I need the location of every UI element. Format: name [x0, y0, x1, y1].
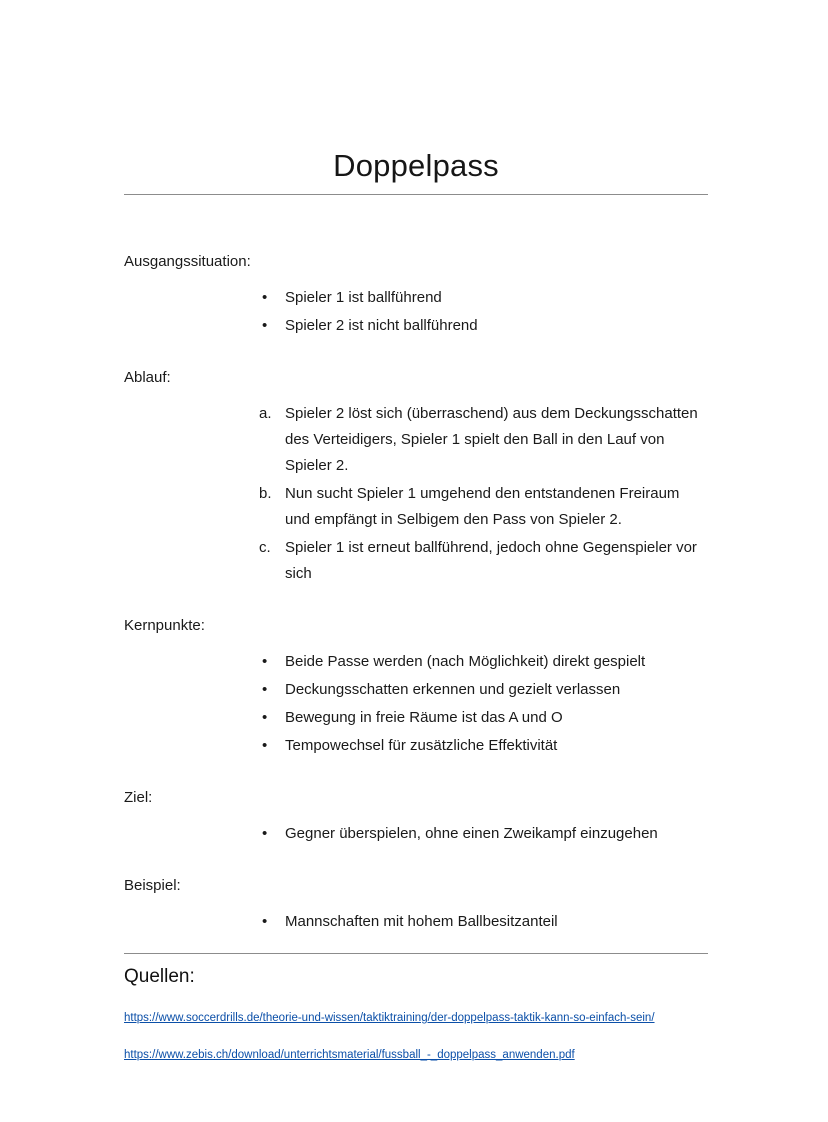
list-item: • Bewegung in freie Räume ist das A und O: [285, 705, 708, 731]
section-label: Ablauf:: [124, 369, 171, 386]
section-label: Kernpunkte:: [124, 617, 205, 634]
list-item: • Deckungsschatten erkennen und gezielt verlassen: [285, 677, 708, 703]
list-item: Nun sucht Spieler 1 umgehend den entstandenen Freiraum und empfängt in Selbigem den Pass von Spieler 2.: [285, 485, 680, 528]
list-item: • Beide Passe werden (nach Möglichkeit) direkt gespielt: [285, 649, 708, 675]
list-item: • Mannschaften mit hohem Ballbesitzanteil: [285, 909, 708, 935]
section-ausgangssituation: [124, 249, 708, 339]
source-row: [124, 1008, 708, 1026]
section-ablauf: [124, 365, 708, 587]
list-item: • Tempowechsel für zusätzliche Effektivität: [285, 733, 708, 759]
section-label: Ziel:: [124, 789, 153, 806]
document-body: [124, 249, 708, 935]
section-ziel: [124, 785, 708, 847]
alpha-list: [124, 401, 708, 587]
bullet-list: [124, 821, 708, 847]
title-divider: [124, 194, 708, 195]
sources-divider: [124, 953, 708, 954]
list-item: Spieler 1 ist erneut ballführend, jedoch ohne Gegenspieler vor sich: [285, 539, 697, 582]
source-link-soccerdrills[interactable]: https://www.soccerdrills.de/theorie-und-wissen/taktiktraining/der-doppelpass-taktik-kann-so-einfach-sein/: [124, 1012, 655, 1024]
sources-section: [124, 966, 708, 1063]
list-item: Spieler 2 löst sich (überraschend) aus dem Deckungsschatten des Verteidigers, Spieler 1 spielt den Ball in den Lauf von Spieler 2.: [285, 405, 698, 474]
section-kernpunkte: [124, 613, 708, 759]
list-item: • Gegner überspielen, ohne einen Zweikampf einzugehen: [285, 821, 708, 847]
bullet-list: [124, 909, 708, 935]
source-link-zebis[interactable]: https://www.zebis.ch/download/unterrichtsmaterial/fussball_-_doppelpass_anwenden.pdf: [124, 1049, 575, 1061]
list-item: • Spieler 1 ist ballführend: [285, 285, 708, 311]
sources-heading: Quellen:: [124, 966, 195, 987]
source-row: [124, 1045, 708, 1063]
list-item: • Spieler 2 ist nicht ballführend: [285, 313, 708, 339]
section-beispiel: [124, 873, 708, 935]
bullet-list: [124, 649, 708, 759]
page-title: Doppelpass: [333, 148, 499, 183]
bullet-list: [124, 285, 708, 339]
section-label: Ausgangssituation:: [124, 253, 251, 270]
section-label: Beispiel:: [124, 877, 181, 894]
